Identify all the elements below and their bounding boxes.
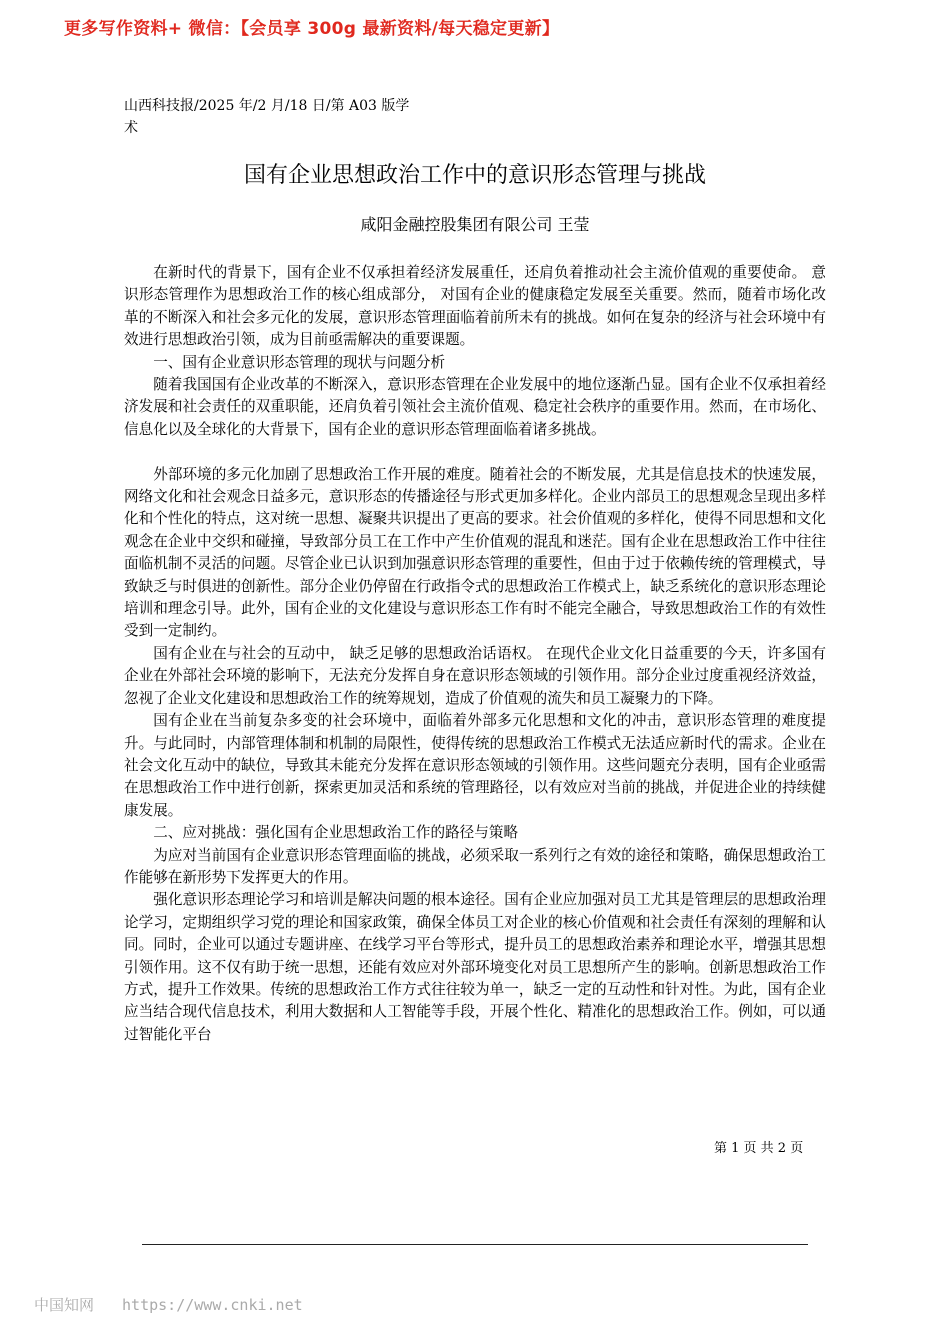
promo-banner: 更多写作资料+ 微信：【会员享 300g 最新资料/每天稳定更新】 xyxy=(64,19,560,39)
cnki-url[interactable]: https://www.cnki.net xyxy=(122,1296,303,1314)
paragraph: 为应对当前国有企业意识形态管理面临的挑战，必须采取一系列行之有效的途径和策略，确保思想政治工作能够在新形势下发挥更大的作用。 xyxy=(124,846,826,886)
article-title: 国有企业思想政治工作中的意识形态管理与挑战 xyxy=(243,163,706,188)
paragraph: 国有企业在当前复杂多变的社会环境中，面临着外部多元化思想和文化的冲击，意识形态管理的难度提升。与此同时，内部管理体制和机制的局限性，使得传统的思想政治工作模式无法适应新时代的需求。企业在社会文化互动中的缺位，导致其未能充分发挥在意识形态领域的引领作用。这些问题充分表明，国有企业亟需在思想政治工作中进行创新，探索更加灵活和系统的管理路径，以有效应对当前的挑战，并促进企业的持续健康发展。 xyxy=(124,712,826,819)
paragraph: 外部环境的多元化加剧了思想政治工作开展的难度。随着社会的不断发展，尤其是信息技术的快速发展，网络文化和社会观念日益多元，意识形态的传播途径与形式更加多样化。企业内部员工的思想观念呈现出多样化和个性化的特点，这对统一思想、凝聚共识提出了更高的要求。社会价值观的多样化，使得不同思想和文化观念在企业中交织和碰撞，导致部分员工在工作中产生价值观的混乱和迷茫。国有企业在思想政治工作中往往面临机制不灵活的问题。尽管企业已认识到加强意识形态管理的重要性，但由于过于依赖传统的管理模式，导致缺乏与时俱进的创新性。部分企业仍停留在行政指令式的思想政治工作模式上，缺乏系统化的意识形态理论培训和理念引导。此外，国有企业的文化建设与意识形态工作有时不能完全融合，导致思想政治工作的有效性受到一定制约。 xyxy=(124,465,826,640)
paragraph: 随着我国国有企业改革的不断深入，意识形态管理在企业发展中的地位逐渐凸显。国有企业不仅承担着经济发展和社会责任的双重职能，还肩负着引领社会主流价值观、稳定社会秩序的重要作用。然而，在市场化、信息化以及全球化的大背景下，国有企业的意识形态管理面临着诸多挑战。 xyxy=(124,376,826,438)
paragraph: 在新时代的背景下，国有企业不仅承担着经济发展重任，还肩负着推动社会主流价值观的重要使命。 意识形态管理作为思想政治工作的核心组成部分， 对国有企业的健康稳定发展至关重要。然而，随着市场化改革的不断深入和社会多元化的发展，意识形态管理面临着前所未有的挑战。如何在复杂的经济与社会环境中有效进行思想政治引领，成为目前亟需解决的重要课题。 xyxy=(124,264,826,349)
article-body xyxy=(124,262,826,1046)
page-number: 第 1 页 共 2 页 xyxy=(714,1141,804,1156)
section-heading: 二、应对挑战：强化国有企业思想政治工作的路径与策略 xyxy=(153,824,519,842)
paragraph: 国有企业在与社会的互动中， 缺乏足够的思想政治话语权。 在现代企业文化日益重要的今天，许多国有企业在外部社会环境的影响下，无法充分发挥自身在意识形态领域的引领作用。部分企业过度重视经济效益，忽视了企业文化建设和思想政治工作的统筹规划，造成了价值观的流失和员工凝聚力的下降。 xyxy=(124,644,826,707)
footer-divider xyxy=(142,1244,808,1245)
article-author: 咸阳金融控股集团有限公司 王莹 xyxy=(360,215,590,234)
cnki-watermark xyxy=(34,1294,303,1315)
section-heading: 一、国有企业意识形态管理的现状与问题分析 xyxy=(153,353,446,371)
paragraph: 强化意识形态理论学习和培训是解决问题的根本途径。国有企业应加强对员工尤其是管理层的思想政治理论学习，定期组织学习党的理论和国家政策，确保全体员工对企业的核心价值观和社会责任有深刻的理解和认同。同时，企业可以通过专题讲座、在线学习平台等形式，提升员工的思想政治素养和理论水平，增强其思想引领作用。这不仅有助于统一思想，还能有效应对外部环境变化对员工思想所产生的影响。创新思想政治工作方式，提升工作效果。传统的思想政治工作方式往往较为单一，缺乏一定的互动性和针对性。为此，国有企业应当结合现代信息技术，利用大数据和人工智能等手段，开展个性化、精准化的思想政治工作。例如，可以通过智能化平台 xyxy=(124,891,826,1043)
source-line: 山西科技报/2025 年/2 月/18 日/第 A03 版学术 xyxy=(124,98,410,136)
cnki-logo-text: 中国知网 xyxy=(34,1296,95,1314)
